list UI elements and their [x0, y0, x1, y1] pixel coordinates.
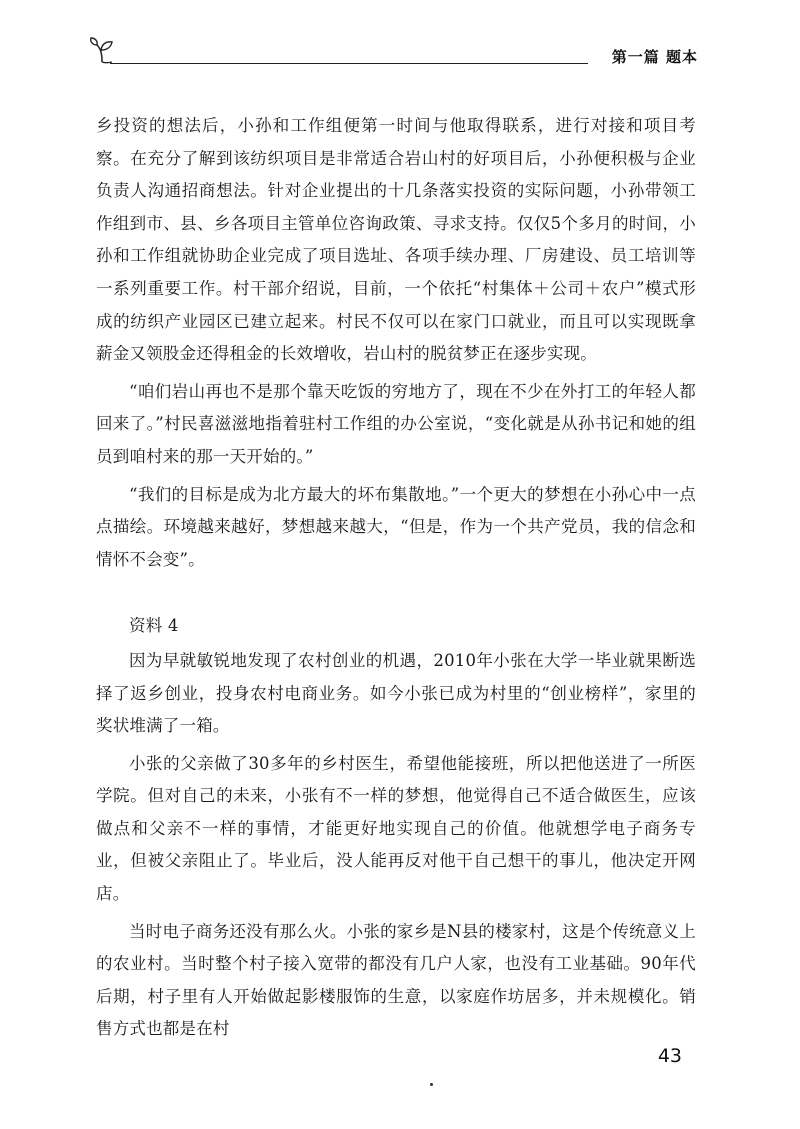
sprout-icon — [88, 36, 118, 64]
paragraph: “我们的目标是成为北方最大的坏布集散地。”一个更大的梦想在小孙心中一点点描绘。环境越来越好，梦想越来越大，“但是，作为一个共产党员，我的信念和情怀不会变”。 — [96, 484, 696, 569]
chapter-title: 第一篇 题本 — [611, 48, 698, 66]
page-header — [88, 34, 698, 74]
page-number: 43 — [657, 1045, 682, 1067]
scan-dot — [430, 1083, 433, 1086]
body-text — [96, 110, 696, 1051]
paragraph: “咱们岩山再也不是那个靠天吃饭的穷地方了，现在不少在外打工的年轻人都回来了。”村民喜滋滋地指着驻村工作组的办公室说，“变化就是从孙书记和她的组员到咱村来的那一天开始的。” — [96, 381, 696, 466]
paragraph: 因为早就敏锐地发现了农村创业的机遇，2010年小张在大学一毕业就果断选择了返乡创业，投身农村电商业务。如今小张已成为村里的“创业榜样”，家里的奖状堆满了一箱。 — [96, 650, 696, 736]
header-rule — [110, 63, 588, 64]
paragraph: 当时电子商务还没有那么火。小张的家乡是N县的楼家村，这是个传统意义上的农业村。当时整个村子接入宽带的都没有几户人家，也没有工业基础。90年代后期，村子里有人开始做起影楼服饰的生意，以家庭作坊居多，并未规模化。销售方式也都是在村 — [96, 921, 696, 1039]
paragraph: 乡投资的想法后，小孙和工作组便第一时间与他取得联系，进行对接和项目考察。在充分了解到该纺织项目是非常适合岩山村的好项目后，小孙便积极与企业负责人沟通招商想法。针对企业提出的十几条落实投资的实际问题，小孙带领工作组到市、县、乡各项目主管单位咨询政策、寻求支持。仅仅5个多月的时间，小孙和工作组就协助企业完成了项目选址、各项手续办理、厂房建设、员工培训等一系列重要工作。村干部介绍说，目前，一个依托“村集体＋公司＋农户”模式形成的纺织产业园区已建立起来。村民不仅可以在家门口就业，而且可以实现既拿薪金又领股金还得租金的长效增收，岩山村的脱贫梦正在逐步实现。 — [96, 116, 696, 364]
section-heading: 资料 4 — [129, 616, 179, 636]
paragraph: 小张的父亲做了30多年的乡村医生，希望他能接班，所以把他送进了一所医学院。但对自己的未来，小张有不一样的梦想，他觉得自己不适合做医生，应该做点和父亲不一样的事情，才能更好地实现自己的价值。他就想学电子商务专业，但被父亲阻止了。毕业后，没人能再反对他干自己想干的事儿，他决定开网店。 — [96, 753, 696, 904]
